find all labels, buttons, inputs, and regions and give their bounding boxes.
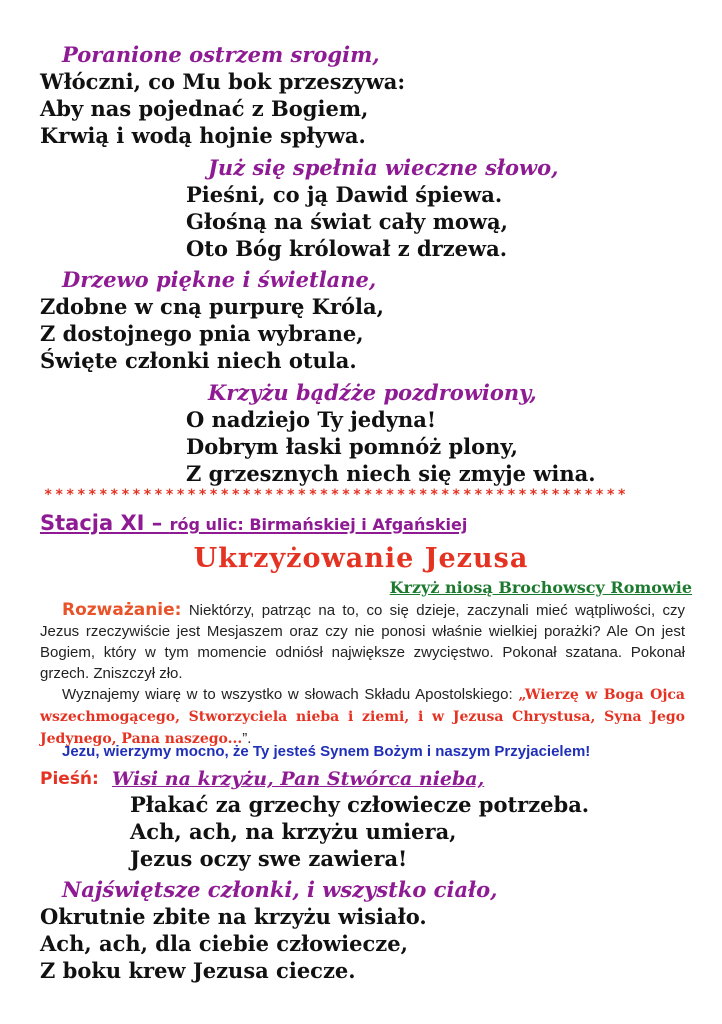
verse-line: Oto Bóg królował z drzewa. (186, 236, 508, 261)
song-line: Ach, ach, dla ciebie człowiecze, (40, 931, 408, 956)
verse-line-italic: Poranione ostrzem srogim, (62, 42, 380, 67)
verse-line: Z dostojnego pnia wybrane, (40, 321, 364, 346)
verse-line: Dobrym łaski pomnóż plony, (186, 434, 518, 459)
reflection-label: Rozważanie: (62, 600, 182, 620)
station-name: Ukrzyżowanie Jezusa (193, 543, 529, 574)
song-line-italic: Najświętsze członki, i wszystko ciało, (62, 877, 498, 902)
song-line: Płakać za grzechy człowiecze potrzeba. (130, 792, 590, 817)
station-title (40, 510, 467, 538)
verse-line: O nadziejo Ty jedyna! (186, 407, 437, 432)
verse-line: Z grzesznych niech się zmyje wina. (186, 461, 596, 486)
station-location: róg ulic: Birmańskiej i Afgańskiej (169, 515, 468, 534)
verse-line: Włóczni, co Mu bok przeszywa: (40, 69, 406, 94)
song-line: Z boku krew Jezusa ciecze. (40, 958, 356, 983)
creed-quote: „Wierzę w Boga Ojca wszechmogącego, Stworzyciela nieba i ziemi, i w Jezusa Chrystusa, Syna Jego Jedynego, Pana naszego... (40, 687, 685, 747)
asterisk-divider: ***************************************************** (44, 487, 629, 503)
cross-carriers: Krzyż niosą Brochowscy Romowie (389, 578, 692, 597)
station-number: Stacja XI – (40, 511, 170, 535)
song-line: Jezus oczy swe zawiera! (130, 846, 408, 871)
song-line: Ach, ach, na krzyżu umiera, (130, 819, 457, 844)
creed-close: ”. (242, 730, 252, 747)
verse-line-italic: Drzewo piękne i świetlane, (62, 267, 377, 292)
verse-line-italic: Już się spełnia wieczne słowo, (208, 155, 559, 180)
prayer-line: Jezu, wierzymy mocno, że Ty jesteś Synem Bożym i naszym Przyjacielem! (62, 743, 591, 760)
verse-line: Krwią i wodą hojnie spływa. (40, 123, 366, 148)
song-label: Pieśń: (40, 769, 99, 789)
verse-line-italic: Krzyżu bądźże pozdrowiony, (208, 380, 537, 405)
verse-line: Głośną na świat cały mową, (186, 209, 508, 234)
verse-line: Święte członki niech otula. (40, 348, 357, 373)
song-line: Okrutnie zbite na krzyżu wisiało. (40, 904, 427, 929)
verse-line: Pieśni, co ją Dawid śpiewa. (186, 182, 503, 207)
song-title: Wisi na krzyżu, Pan Stwórca nieba, (112, 768, 485, 790)
reflection-paragraph (40, 600, 685, 684)
reflection-text: Niektórzy, patrząc na to, co się dzieje, zaczynali mieć wątpliwości, czy Jezus rzeczywiście jest Mesjaszem oraz czy nie ponosi właśnie wielkiej porażki? Ale On jest Bogiem, który w tym momencie odniósł największe zwycięstwo. Pokonał szatana. Pokonał grzech. Zniszczył zło. (40, 602, 685, 682)
verse-line: Aby nas pojednać z Bogiem, (40, 96, 369, 121)
creed-intro: Wyznajemy wiarę w to wszystko w słowach Składu Apostolskiego: (62, 686, 519, 703)
verse-line: Zdobne w cną purpurę Króla, (40, 294, 384, 319)
